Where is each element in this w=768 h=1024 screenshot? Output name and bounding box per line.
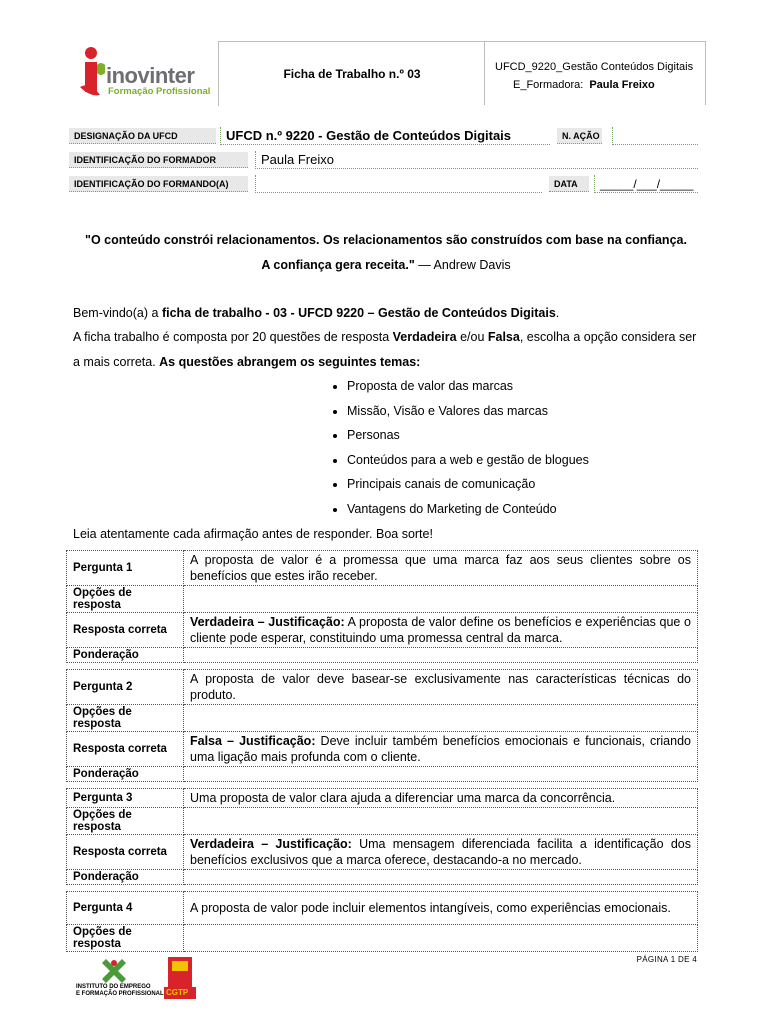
topic-item: • Personas xyxy=(347,423,589,448)
welcome-text xyxy=(73,301,703,326)
answer-justification: A proposta de valor define os benefícios e experiências que o cliente pode esperar, constituindo uma promessa central da marca. xyxy=(190,615,691,645)
weight-label: Ponderação xyxy=(67,648,184,663)
weight-field[interactable] xyxy=(184,870,698,885)
table-row xyxy=(67,551,698,586)
table-row xyxy=(67,870,698,885)
table-row xyxy=(67,613,698,648)
welcome-pre: Bem-vindo(a) a xyxy=(73,306,162,320)
page-number: PÁGINA 1 DE 4 xyxy=(636,955,697,964)
desc-pre: A ficha trabalho é composta por 20 questões de resposta xyxy=(73,330,393,344)
options-field[interactable] xyxy=(184,925,698,952)
logo-subtitle: Formação Profissional xyxy=(108,86,211,97)
document-header xyxy=(66,41,706,105)
options-label: Opções de resposta xyxy=(67,586,184,613)
quote-bold: A confiança gera receita." xyxy=(261,258,415,272)
desc-false: Falsa xyxy=(487,330,520,344)
question-label: Pergunta 4 xyxy=(67,892,184,925)
quote-author: — Andrew Davis xyxy=(414,258,511,272)
correct-label: Resposta correta xyxy=(67,613,184,648)
options-field[interactable] xyxy=(184,586,698,613)
topics-list xyxy=(330,374,589,522)
cgtp-text: CGTP xyxy=(166,988,189,997)
closing-text: Leia atentamente cada afirmação antes de responder. Boa sorte! xyxy=(73,527,433,541)
formando-field[interactable] xyxy=(255,175,542,193)
answer-verdict: Verdadeira – Justificação: xyxy=(190,615,345,629)
weight-label: Ponderação xyxy=(67,767,184,782)
correct-label: Resposta correta xyxy=(67,732,184,767)
table-row xyxy=(67,767,698,782)
question-label: Pergunta 2 xyxy=(67,670,184,705)
trainer-line xyxy=(513,79,655,91)
answer-text xyxy=(184,835,698,870)
question-table-3 xyxy=(66,788,698,885)
logo-wordmark: inovinter xyxy=(106,63,195,88)
weight-field[interactable] xyxy=(184,648,698,663)
answer-verdict: Verdadeira – Justificação: xyxy=(190,837,352,851)
weight-field[interactable] xyxy=(184,767,698,782)
header-info xyxy=(484,41,706,105)
ufcd-label: DESIGNAÇÃO DA UFCD xyxy=(69,128,216,144)
question-label: Pergunta 1 xyxy=(67,551,184,586)
welcome-bold: ficha de trabalho - 03 - UFCD 9220 – Gestão de Conteúdos Digitais xyxy=(161,306,556,320)
description-text xyxy=(73,325,703,374)
iefp-logo xyxy=(76,957,164,1001)
correct-label: Resposta correta xyxy=(67,835,184,870)
table-row xyxy=(67,732,698,767)
answer-justification: Deve incluir também benefícios emocionais e funcionais, criando uma ligação mais profunda com o cliente. xyxy=(190,734,691,764)
document-title: Ficha de Trabalho n.º 03 xyxy=(218,41,485,106)
iefp-icon xyxy=(98,957,130,983)
quote-line-1: "O conteúdo constrói relacionamentos. Os relacionamentos são construídos com base na confiança. xyxy=(85,233,687,247)
topic-item: • Missão, Visão e Valores das marcas xyxy=(347,399,589,424)
ufcd-code: UFCD_9220_Gestão Conteúdos Digitais xyxy=(495,61,694,73)
data-label: DATA xyxy=(549,176,589,192)
formando-label: IDENTIFICAÇÃO DO FORMANDO(A) xyxy=(69,176,248,192)
answer-justification: Uma mensagem diferenciada facilita a identificação dos benefícios exclusivos que a marca oferece, destacando-a no mercado. xyxy=(190,837,691,867)
formador-label: IDENTIFICAÇÃO DO FORMADOR xyxy=(69,152,248,168)
question-text: A proposta de valor deve basear-se exclusivamente nas características técnicas do produto. xyxy=(184,670,698,705)
table-row xyxy=(67,892,698,925)
acao-field[interactable] xyxy=(612,127,698,145)
data-field[interactable]: _____/___/_____ xyxy=(594,175,698,193)
answer-text xyxy=(184,613,698,648)
welcome-post: . xyxy=(555,306,560,320)
ufcd-value: UFCD n.º 9220 - Gestão de Conteúdos Digitais xyxy=(220,127,550,145)
weight-label: Ponderação xyxy=(67,870,184,885)
table-row xyxy=(67,586,698,613)
question-text: A proposta de valor pode incluir elementos intangíveis, como experiências emocionais. xyxy=(184,892,698,925)
cgtp-logo xyxy=(162,955,198,1001)
acao-label: N. AÇÃO xyxy=(557,128,602,144)
desc-topics-intro: As questões abrangem os seguintes temas: xyxy=(159,354,421,369)
table-row xyxy=(67,808,698,835)
question-table-2 xyxy=(66,669,698,782)
topic-item: • Proposta de valor das marcas xyxy=(347,374,589,399)
table-row xyxy=(67,835,698,870)
question-text: Uma proposta de valor clara ajuda a diferenciar uma marca da concorrência. xyxy=(184,789,698,808)
answer-verdict: Falsa – Justificação: xyxy=(190,734,316,748)
topic-item: • Principais canais de comunicação xyxy=(347,472,589,497)
iefp-line-2: E FORMAÇÃO PROFISSIONAL xyxy=(76,991,164,997)
question-text: A proposta de valor é a promessa que uma marca faz aos seus clientes sobre os benefícios que estes irão receber. xyxy=(184,551,698,586)
table-row xyxy=(67,705,698,732)
table-row xyxy=(67,670,698,705)
table-row xyxy=(67,925,698,952)
table-row xyxy=(67,648,698,663)
answer-text xyxy=(184,732,698,767)
question-table-1 xyxy=(66,550,698,663)
trainer-label: E_Formadora: xyxy=(513,79,584,91)
inovinter-logo xyxy=(66,41,218,105)
quote-line-2 xyxy=(66,258,706,272)
options-field[interactable] xyxy=(184,808,698,835)
topic-item: • Conteúdos para a web e gestão de blogues xyxy=(347,448,589,473)
iefp-line-1: INSTITUTO DO EMPREGO xyxy=(76,984,151,990)
options-label: Opções de resposta xyxy=(67,705,184,732)
iefp-text xyxy=(76,984,164,998)
topic-item: • Vantagens do Marketing de Conteúdo xyxy=(347,497,589,522)
question-label: Pergunta 3 xyxy=(67,789,184,808)
trainer-name: Paula Freixo xyxy=(589,79,655,91)
formador-value: Paula Freixo xyxy=(255,151,698,169)
desc-post: , escolha a opção considera ser a mais correta. xyxy=(73,330,697,369)
desc-true: Verdadeira xyxy=(392,330,457,344)
options-label: Opções de resposta xyxy=(67,925,184,952)
options-label: Opções de resposta xyxy=(67,808,184,835)
desc-mid: e/ou xyxy=(456,330,488,344)
table-row xyxy=(67,789,698,808)
options-field[interactable] xyxy=(184,705,698,732)
question-table-4 xyxy=(66,891,698,952)
